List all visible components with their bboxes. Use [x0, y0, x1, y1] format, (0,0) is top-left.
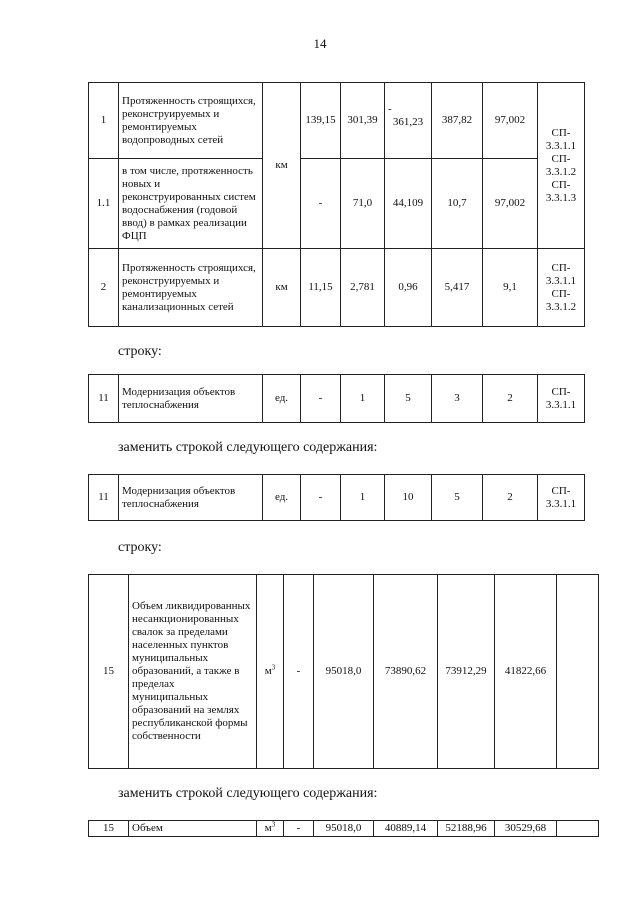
table-row — [89, 375, 585, 423]
empty-cell — [557, 821, 599, 837]
page-number: 14 — [313, 36, 327, 51]
table-heat-new — [88, 474, 585, 521]
code-cell: СП- 3.3.1.1 СП- 3.3.1.2 СП- 3.3.1.3 — [538, 83, 585, 249]
value-cell: 10 — [385, 475, 432, 521]
value-cell: 95018,0 — [314, 821, 374, 837]
value-cell: 0,96 — [385, 249, 432, 327]
table-heat-old — [88, 374, 585, 423]
value-cell: 5,417 — [432, 249, 483, 327]
value-cell: 2 — [483, 375, 538, 423]
empty-cell — [557, 575, 599, 769]
value-cell: 73912,29 — [438, 575, 495, 769]
value-cell: 97,002 — [483, 159, 538, 249]
row-number: 15 — [89, 575, 129, 769]
value-cell: 40889,14 — [374, 821, 438, 837]
row-number: 15 — [89, 821, 129, 837]
table-row — [89, 83, 585, 159]
code-cell: СП- 3.3.1.1 — [538, 375, 585, 423]
row-number: 2 — [89, 249, 119, 327]
value-cell: 97,002 — [483, 83, 538, 159]
value-cell: 387,82 — [432, 83, 483, 159]
table-row — [89, 821, 599, 837]
unit-cell: км — [263, 83, 301, 249]
row-number: 11 — [89, 375, 119, 423]
table-row — [89, 475, 585, 521]
value-cell: 1 — [341, 375, 385, 423]
value-cell: - — [301, 159, 341, 249]
value-cell: - — [284, 821, 314, 837]
value-cell: 71,0 — [341, 159, 385, 249]
code-cell: СП- 3.3.1.1 — [538, 475, 585, 521]
unit-cell: км — [263, 249, 301, 327]
indicator-name: Протяженность строящихся, реконструируемых и ремонтируемых водопроводных сетей — [119, 83, 263, 159]
value-cell: - 361,23 — [385, 83, 432, 159]
row-number: 11 — [89, 475, 119, 521]
caption-replace: заменить строкой следующего содержания: — [118, 440, 378, 455]
value-cell: 2,781 — [341, 249, 385, 327]
unit-cell: $м^3$ — [257, 575, 284, 769]
value-cell: 52188,96 — [438, 821, 495, 837]
value-cell: 5 — [432, 475, 483, 521]
row-number: 1 — [89, 83, 119, 159]
table-row — [89, 575, 599, 769]
caption-row: строку: — [118, 540, 162, 555]
value-cell: 139,15 — [301, 83, 341, 159]
value-cell: 3 — [432, 375, 483, 423]
table-dumps-old — [88, 574, 599, 769]
value-cell: - — [301, 475, 341, 521]
value-cell: 1 — [341, 475, 385, 521]
row-number: 1.1 — [89, 159, 119, 249]
indicator-name: Объем ликвидированных несанкционированных свалок за пределами населенных пунктов муниципальных образований, а также в пределах муниципальных образований на землях республиканской формы собственности — [129, 575, 257, 769]
value-cell: 2 — [483, 475, 538, 521]
table-row — [89, 249, 585, 327]
unit-cell: ед. — [263, 375, 301, 423]
code-cell: СП- 3.3.1.1 СП- 3.3.1.2 — [538, 249, 585, 327]
value-cell: 5 — [385, 375, 432, 423]
table-water-sewer — [88, 82, 585, 327]
value-cell: 10,7 — [432, 159, 483, 249]
table-row — [89, 159, 585, 249]
value-cell: 44,109 — [385, 159, 432, 249]
value-cell: - — [301, 375, 341, 423]
value-cell: 73890,62 — [374, 575, 438, 769]
value-cell: 95018,0 — [314, 575, 374, 769]
value-cell: 301,39 — [341, 83, 385, 159]
caption-row: строку: — [118, 344, 162, 359]
indicator-name: Объем — [129, 821, 257, 837]
table-dumps-new — [88, 820, 599, 837]
indicator-name: Протяженность строящихся, реконструируемых и ремонтируемых канализационных сетей — [119, 249, 263, 327]
value-cell: 30529,68 — [495, 821, 557, 837]
indicator-name: Модернизация объектов теплоснабжения — [119, 475, 263, 521]
unit-cell: ед. — [263, 475, 301, 521]
value-cell: 9,1 — [483, 249, 538, 327]
mark: - — [388, 102, 392, 115]
caption-replace: заменить строкой следующего содержания: — [118, 786, 378, 801]
indicator-name: в том числе, протяженность новых и реконструированных систем водоснабжения (годовой ввод) в рамках реализации ФЦП — [119, 159, 263, 249]
indicator-name: Модернизация объектов теплоснабжения — [119, 375, 263, 423]
value-cell: 11,15 — [301, 249, 341, 327]
unit-cell: $м^3$ — [257, 821, 284, 837]
value-cell: - — [284, 575, 314, 769]
value-cell: 41822,66 — [495, 575, 557, 769]
